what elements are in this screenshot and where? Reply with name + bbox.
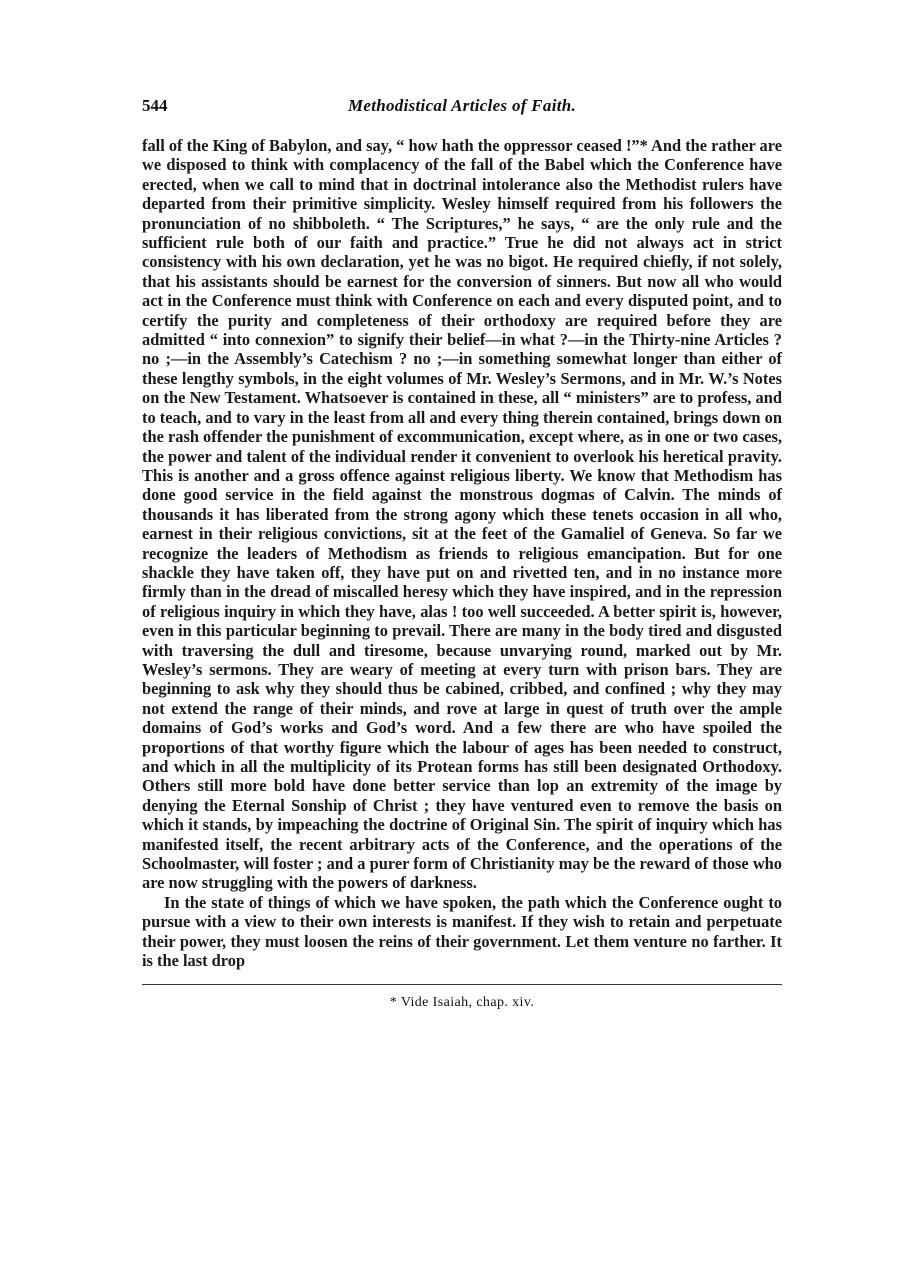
page-number: 544 xyxy=(142,96,168,115)
running-title: Methodistical Articles of Faith. xyxy=(347,96,577,115)
footnote: * Vide Isaiah, chap. xiv. xyxy=(389,995,535,1011)
paragraph: fall of the King of Babylon, and say, “ how hath the oppressor ceased !”* And the rather are we disposed to think with complacency of the fall of the Babel which the Conference have erected, when we call to mind that in doctrinal intolerance also the Methodist rulers have departed from their primitive simplicity. Wesley himself required from his followers the pronunciation of no shibboleth. “ The Scriptures,” he says, “ are the only rule and the sufficient rule both of our faith and practice.” True he did not always act in strict consistency with his own declaration, yet he was no bigot. He required chiefly, if not solely, that his assistants should be earnest for the conversion of sinners. But now all who would act in the Conference must think with Conference on each and every disputed point, and to certify the purity and completeness of their orthodoxy are required before they are admitted “ into connexion” to signify their belief—in what ?—in the Thirty-nine Articles ? no ;—in the Assembly’s Catechism ? no ;—in something somewhat longer than either of these lengthy symbols, in the eight volumes of Mr. Wesley’s Sermons, and in Mr. W.’s Notes on the New Testament. Whatsoever is contained in these, all “ ministers” are to profess, and to teach, and to vary in the least from all and every thing therein contained, brings down on the rash offender the punishment of excommunication, except where, as in one or two cases, the power and talent of the individual render it convenient to overlook his heretical pravity. This is another and a gross offence against religious liberty. We know that Methodism has done good service in the field against the monstrous dogmas of Calvin. The minds of thousands it has liberated from the strong agony which these tenets occasion in all who, earnest in their religious convictions, sit at the feet of the Gamaliel of Geneva. So far we recognize the leaders of Methodism as friends to religious emancipation. But for one shackle they have taken off, they have put on and rivetted ten, and in no instance more firmly than in the dread of miscalled heresy which they have inspired, and in the repression of religious inquiry in which they have, alas ! too well succeeded. A better spirit is, however, even in this particular beginning to prevail. There are many in the body tired and disgusted with traversing the dull and tiresome, because unvarying round, marked out by Mr. Wesley’s sermons. They are weary of meeting at every turn with prison bars. They are beginning to ask why they should thus be cabined, cribbed, and confined ; why they may not extend the range of their minds, and rove at large in quest of truth over the ample domains of God’s works and God’s word. And a few there are who have spoiled the proportions of that worthy figure which the labour of ages has been needed to construct, and which in all the multiplicity of its Protean forms has still been designated Orthodoxy. Others still more bold have done better service than lop an extremity of the image by denying the Eternal Sonship of Christ ; they have ventured even to remove the basis on which it stands, by impeaching the doctrine of Original Sin. The spirit of inquiry which has manifested itself, the recent arbitrary acts of the Conference, and the operations of the Schoolmaster, will foster ; and a purer form of Christianity may be the reward of those who are now struggling with the powers of darkness. xyxy=(142,136,782,893)
paragraph: In the state of things of which we have spoken, the path which the Conference ought to pursue with a view to their own interests is manifest. If they wish to retain and perpetuate their power, they must loosen the reins of their government. Let them venture no farther. It is the last drop xyxy=(142,892,782,971)
body-text xyxy=(142,136,782,970)
page-header xyxy=(142,96,782,122)
footnote-divider xyxy=(142,984,782,985)
document-page xyxy=(142,96,782,1011)
